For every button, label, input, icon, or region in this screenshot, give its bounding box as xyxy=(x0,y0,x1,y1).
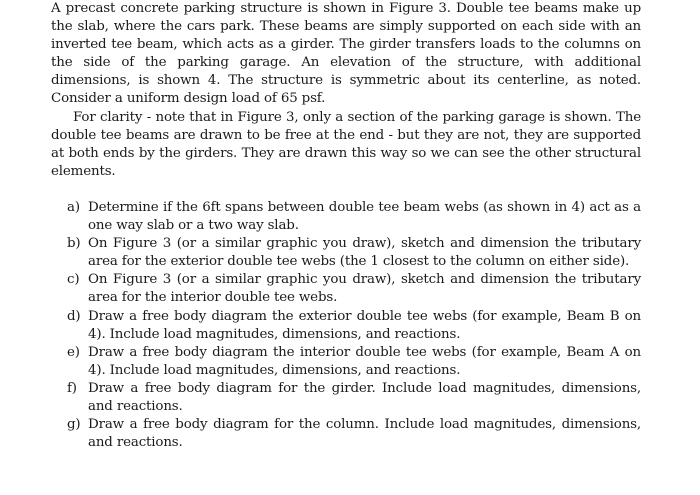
document-page xyxy=(51,0,641,452)
question-text: On Figure 3 (or a similar graphic you draw), sketch and dimension the tributary area for the exterior double tee webs (the 1 closest to the column on either side). xyxy=(88,236,641,270)
question-label: f) xyxy=(67,380,77,396)
question-text: Determine if the 6ft spans between double tee beam webs (as shown in 4) act as a one way slab or a two way slab. xyxy=(88,199,641,234)
question-label: a) xyxy=(67,199,80,215)
question-item-g xyxy=(67,416,641,452)
question-text: Draw a free body diagram for the column. Include load magnitudes, dimensions, and reactions. xyxy=(88,417,641,451)
question-list xyxy=(51,199,641,452)
question-item-f xyxy=(67,380,641,416)
intro-paragraph: A precast concrete parking structure is shown in Figure 3. Double tee beams make up the slab, where the cars park. These beams are simply supported on each side with an inverted tee beam, which acts as a girder. The girder transfers loads to the columns on the side of the parking garage. An elevation of the structure, with additional dimensions, is shown 4. The structure is symmetric about its centerline, as noted. Consider a uniform design load of 65 psf. xyxy=(51,1,641,107)
question-label: e) xyxy=(67,344,80,360)
question-label: b) xyxy=(67,236,81,252)
question-label: d) xyxy=(67,308,81,324)
question-item-b xyxy=(67,235,641,271)
question-item-c xyxy=(67,271,641,307)
question-text: Draw a free body diagram the interior double tee webs (for example, Beam A on 4). Include load magnitudes, dimensions, and reactions. xyxy=(88,344,641,378)
question-item-e xyxy=(67,344,641,380)
clarity-paragraph: For clarity - note that in Figure 3, only a section of the parking garage is shown. The double tee beams are drawn to be free at the end - but they are not, they are supported at both ends by the girders. They are drawn this way so we can see the other structural elements. xyxy=(51,109,641,179)
question-item-d xyxy=(67,308,641,344)
question-text: Draw a free body diagram for the girder. Include load magnitudes, dimensions, and reactions. xyxy=(88,380,641,414)
question-item-a xyxy=(67,199,641,235)
question-text: On Figure 3 (or a similar graphic you draw), sketch and dimension the tributary area for the interior double tee webs. xyxy=(88,272,641,306)
question-label: g) xyxy=(67,417,81,433)
question-text: Draw a free body diagram the exterior double tee webs (for example, Beam B on 4). Include load magnitudes, dimensions, and reactions. xyxy=(88,308,641,342)
question-label: c) xyxy=(67,272,80,288)
